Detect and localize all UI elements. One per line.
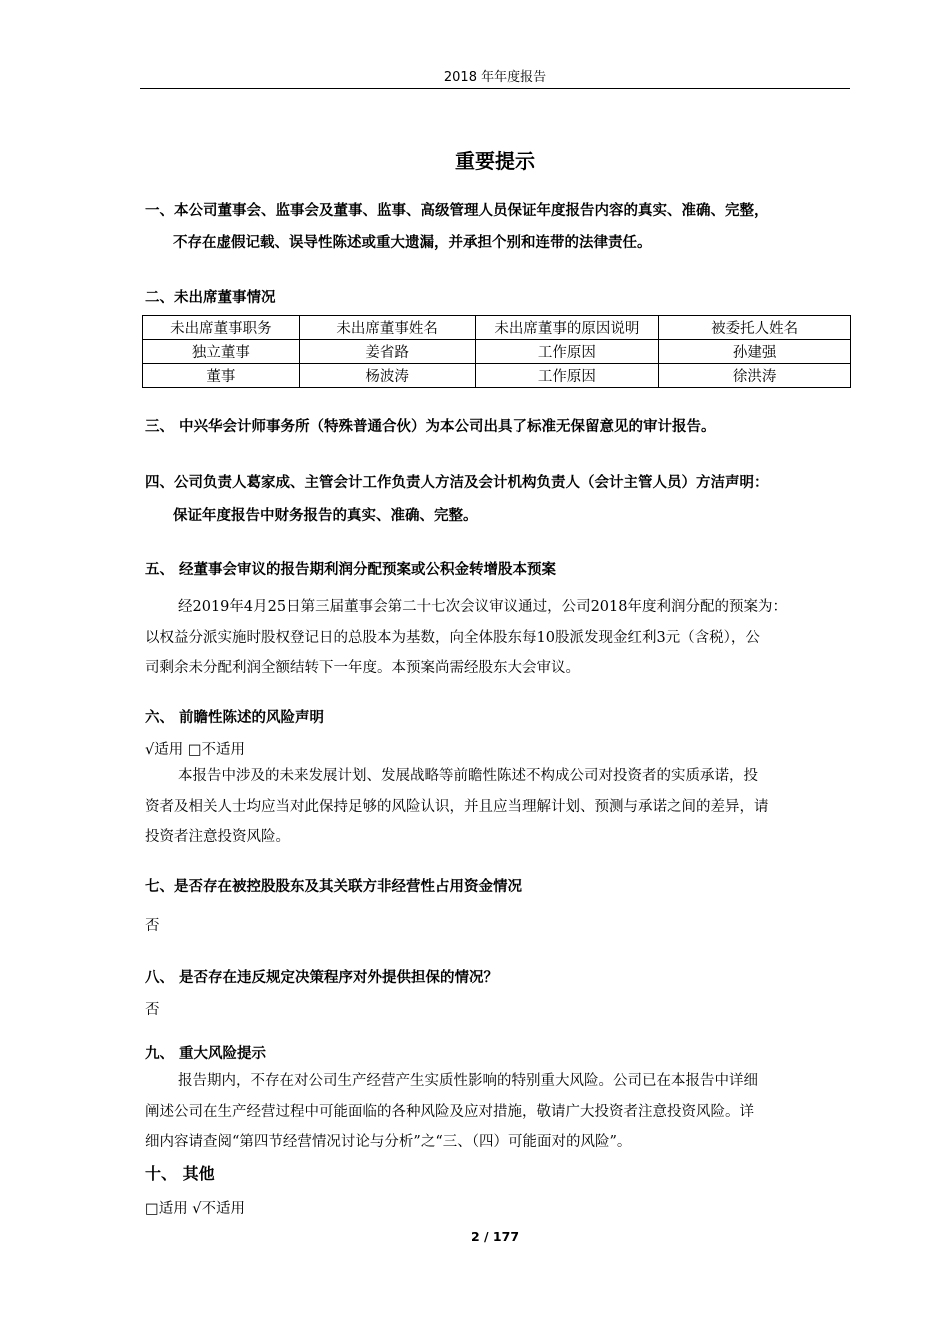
table-header-cell: 被委托人姓名	[659, 316, 851, 340]
section-6-heading: 六、 前瞻性陈述的风险声明	[145, 710, 325, 726]
header-divider	[140, 88, 850, 89]
section-6-line: 本报告中涉及的未来发展计划、发展战略等前瞻性陈述不构成公司对投资者的实质承诺，投	[178, 768, 758, 784]
table-row	[143, 364, 851, 388]
table-header-cell: 未出席董事的原因说明	[475, 316, 659, 340]
absent-directors-table	[142, 315, 851, 388]
section-10-applicability: □适用 √不适用	[145, 1201, 246, 1217]
table-cell: 姜省路	[299, 340, 475, 364]
section-5-heading: 五、 经董事会审议的报告期利润分配预案或公积金转增股本预案	[145, 562, 557, 578]
section-9-line: 报告期内，不存在对公司生产经营产生实质性影响的特别重大风险。公司已在本报告中详细	[178, 1073, 758, 1089]
section-3-text: 三、 中兴华会计师事务所（特殊普通合伙）为本公司出具了标准无保留意见的审计报告。	[145, 419, 716, 435]
section-6-line: 资者及相关人士均应当对此保持足够的风险认识，并且应当理解计划、预测与承诺之间的差异，请	[145, 798, 769, 815]
section-6-line: 投资者注意投资风险。	[145, 829, 290, 845]
table-cell: 董事	[143, 364, 300, 388]
table-cell: 工作原因	[475, 364, 659, 388]
section-7-answer: 否	[145, 918, 160, 934]
section-7-heading: 七、是否存在被控股股东及其关联方非经营性占用资金情况	[145, 879, 522, 895]
section-4-line-1: 四、公司负责人葛家成、主管会计工作负责人方洁及会计机构负责人（会计主管人员）方洁声明：	[145, 475, 769, 491]
section-4-line-2: 保证年度报告中财务报告的真实、准确、完整。	[173, 508, 478, 524]
table-cell: 杨波涛	[299, 364, 475, 388]
table-cell: 独立董事	[143, 340, 300, 364]
table-header-row	[143, 316, 851, 340]
table-header-cell: 未出席董事职务	[143, 316, 300, 340]
section-9-body	[145, 1066, 758, 1158]
section-5-line: 司剩余未分配利润全额结转下一年度。本预案尚需经股东大会审议。	[145, 660, 580, 676]
table-row	[143, 340, 851, 364]
section-9-line: 细内容请查阅“第四节经营情况讨论与分析”之“三、（四）可能面对的风险”。	[145, 1134, 632, 1150]
table-cell: 工作原因	[475, 340, 659, 364]
page-title: 重要提示	[455, 149, 535, 173]
section-5-line: 以权益分派实施时股权登记日的总股本为基数，向全体股东每10股派发现金红利3元（含税），公	[145, 629, 760, 646]
table-header-cell: 未出席董事姓名	[299, 316, 475, 340]
section-10-heading: 十、 其他	[145, 1164, 215, 1183]
section-1-line-1: 一、本公司董事会、监事会及董事、监事、高级管理人员保证年度报告内容的真实、准确、完整，	[145, 203, 769, 219]
section-8-answer: 否	[145, 1002, 160, 1018]
section-9-heading: 九、 重大风险提示	[145, 1046, 267, 1062]
section-6-applicability: √适用 □不适用	[145, 742, 246, 758]
section-8-heading: 八、 是否存在违反规定决策程序对外提供担保的情况？	[145, 970, 499, 986]
section-1-line-2: 不存在虚假记载、误导性陈述或重大遗漏，并承担个别和连带的法律责任。	[173, 235, 652, 251]
section-5-line: 经2019年4月25日第三届董事会第二十七次会议审议通过，公司2018年度利润分配的预案为：	[178, 599, 787, 615]
section-9-line: 阐述公司在生产经营过程中可能面临的各种风险及应对措施，敬请广大投资者注意投资风险。详	[145, 1103, 754, 1120]
section-2-heading: 二、未出席董事情况	[145, 290, 276, 306]
table-cell: 徐洪涛	[659, 364, 851, 388]
section-6-body	[145, 761, 769, 853]
page-header: 2018 年年度报告	[443, 70, 547, 85]
section-5-body	[145, 592, 787, 684]
table-cell: 孙建强	[659, 340, 851, 364]
page-number: 2 / 177	[470, 1229, 520, 1244]
